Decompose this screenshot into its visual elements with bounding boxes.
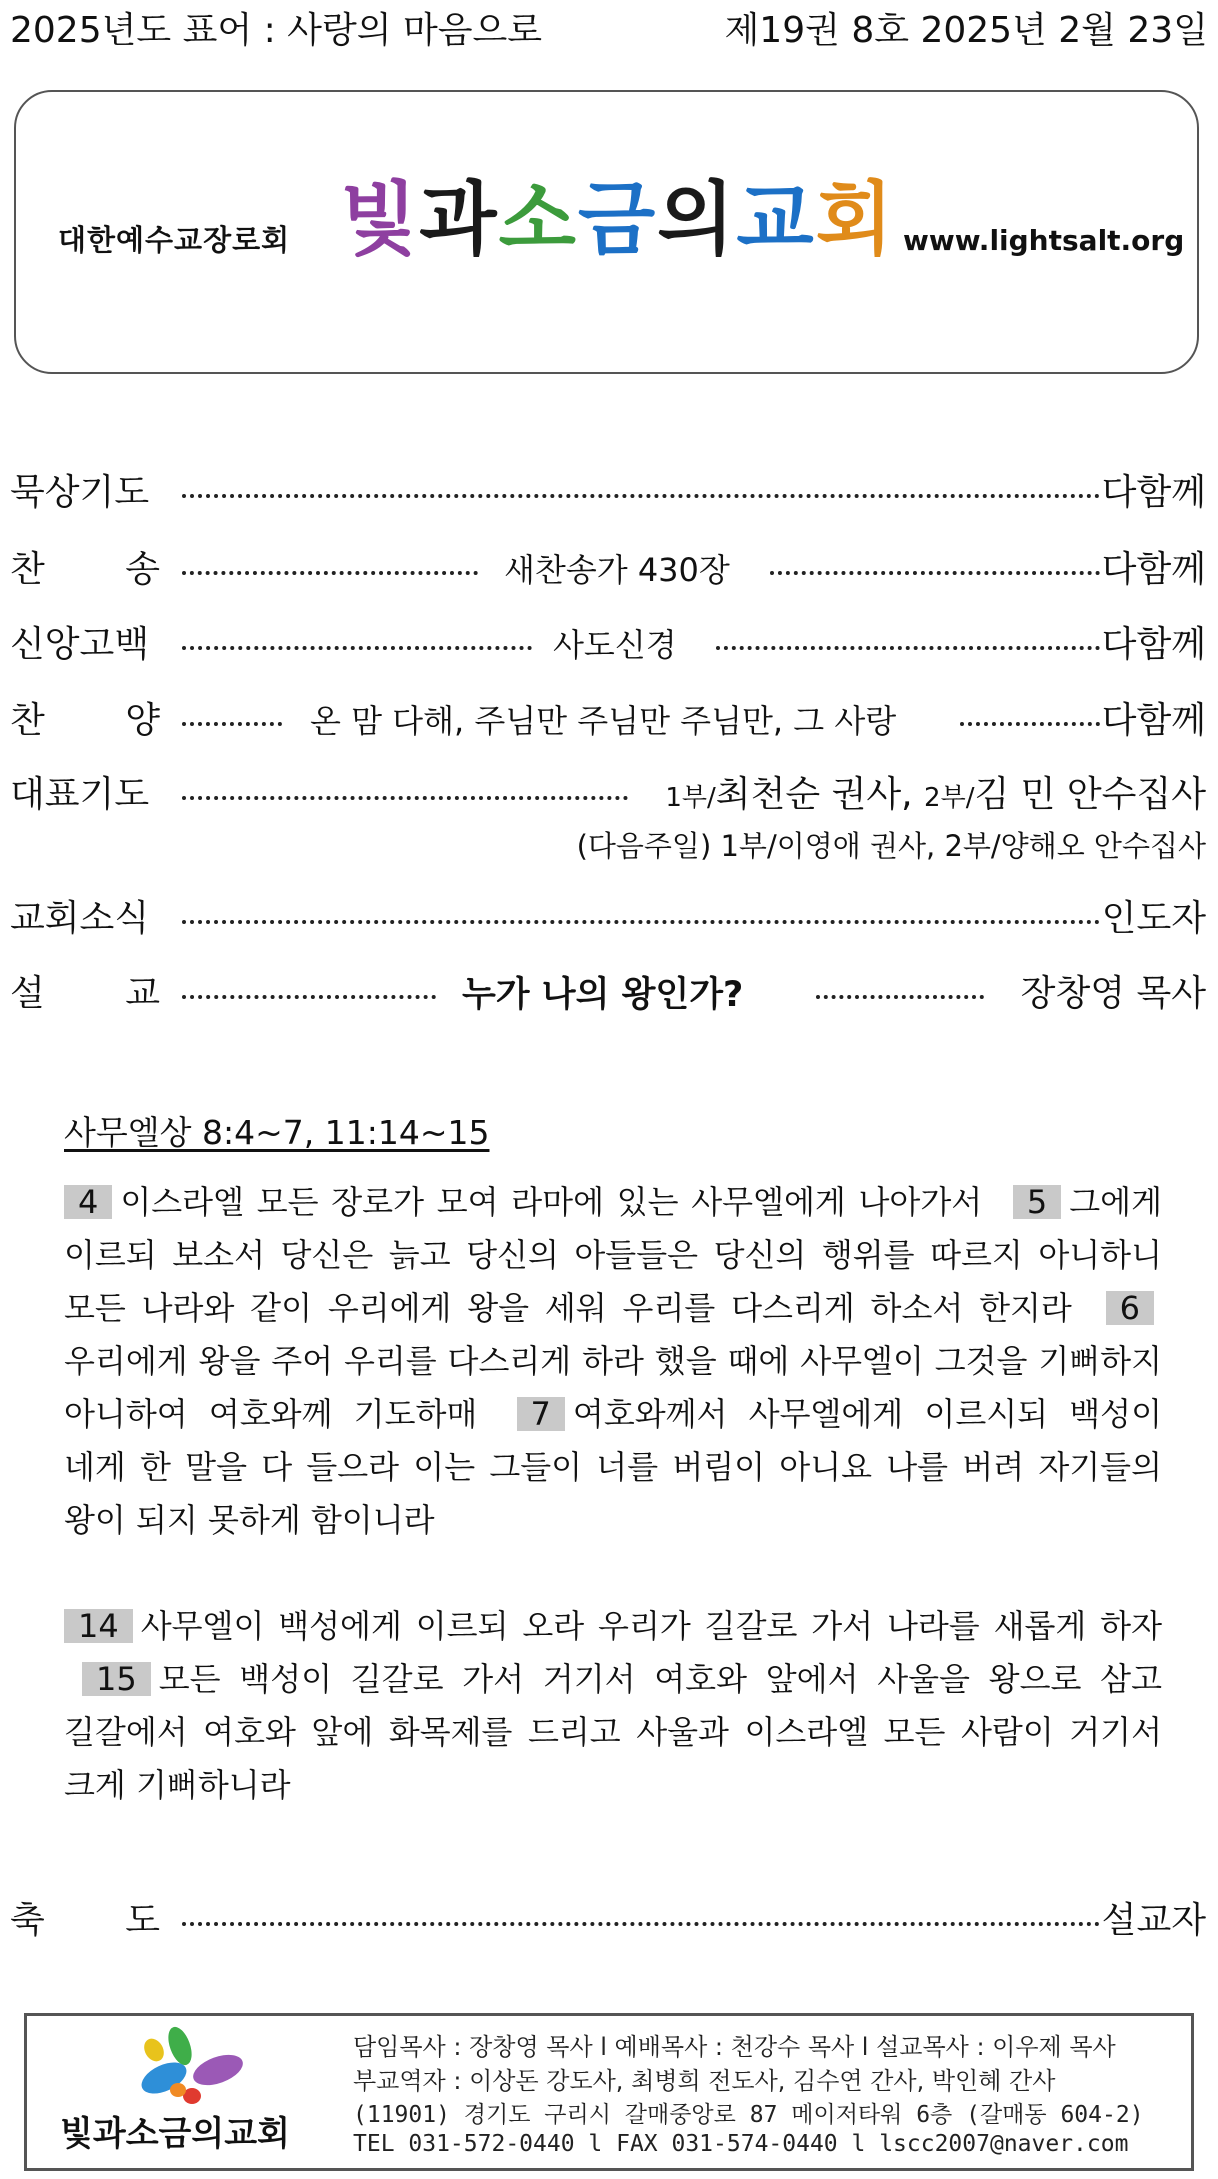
verse-text: 우리에게 왕을 주어 우리를 다스리게 하라 했을 때에 사무엘이 그것을 기뻐하지 아니하여 여호와께 기도하매: [64, 1342, 1162, 1433]
footer-church-name: 빛과소금의교회: [60, 2114, 290, 2154]
order-label: 축 도: [10, 1900, 160, 1941]
verse-number: 6: [1106, 1291, 1154, 1325]
leader-dots: [816, 995, 984, 999]
logo-char: 빛: [340, 173, 420, 266]
order-row-announcements: [10, 890, 1206, 942]
verse-text: 모든 백성이 길갈로 가서 거기서 여호와 앞에서 사울을 왕으로 삼고 길갈에서 여호와 앞에 화목제를 드리고 사울과 이스라엘 모든 사람이 거기서 크게 기뻐하니라: [64, 1660, 1162, 1804]
footer-staff: 부교역자 : 이상돈 강도사, 최병희 전도사, 김수연 간사, 박인혜 간사: [353, 2067, 1056, 2095]
order-leader: 인도자: [1101, 898, 1206, 939]
order-label: 묵상기도: [10, 472, 150, 513]
order-leader: 다함께: [1101, 472, 1206, 513]
logo-char: 과: [419, 173, 499, 266]
order-leader: 다함께: [1101, 700, 1206, 741]
verse-number: 14: [64, 1609, 133, 1643]
leader-dots: [182, 722, 282, 726]
order-row-creed: [10, 616, 1206, 668]
order-label: 교회소식: [10, 898, 150, 939]
leader-dots: [182, 796, 628, 800]
verse-number: 5: [1013, 1185, 1061, 1219]
logo-char: 의: [657, 173, 737, 266]
order-leader: 다함께: [1101, 624, 1206, 665]
footer-pastors: 담임목사 : 장창영 목사 l 예배목사 : 천강수 목사 l 설교목사 : 이우제 목사: [353, 2033, 1116, 2061]
order-label: 대표기도: [10, 774, 150, 815]
leader-dots: [960, 722, 1100, 726]
church-website-link[interactable]: www.lightsalt.org: [903, 224, 1185, 257]
footer-address: (11901) 경기도 구리시 갈매중앙로 87 메이저타워 6층 (갈매동 604-2): [353, 2102, 1144, 2128]
footer-contact: TEL 031-572-0440 l FAX 031-574-0440 l lscc2007@naver.com: [353, 2131, 1129, 2157]
church-logo-icon: [130, 2024, 254, 2106]
verse-text: 여호와께서 사무엘에게 이르시되 백성이 네게 한 말을 다 들으라 이는 그들이 너를 버림이 아니요 나를 버려 자기들의 왕이 되지 못하게 함이니라: [64, 1395, 1162, 1539]
order-row-hymn: [10, 541, 1206, 593]
leader-dots: [182, 646, 532, 650]
order-label: 신앙고백: [10, 624, 150, 665]
logo-char: 금: [577, 173, 658, 266]
order-label: 설 교: [10, 973, 160, 1014]
order-row-representative-prayer: [10, 766, 1206, 818]
bulletin-theme: 2025년도 표어 : 사랑의 마음으로: [10, 10, 543, 51]
order-leader: 장창영 목사: [1020, 973, 1206, 1014]
order-leader: 1부/최천순 권사, 2부/김 민 안수집사: [665, 774, 1206, 815]
leader-dots: [182, 571, 478, 575]
order-row-sermon: [10, 965, 1206, 1017]
order-content: 사도신경: [553, 626, 677, 664]
order-row-benediction: [10, 1892, 1206, 1944]
verse-text: 이스라엘 모든 장로가 모여 라마에 있는 사무엘에게 나아가서: [120, 1183, 983, 1221]
scripture-paragraph: [64, 1600, 1162, 1812]
leader-dots: [182, 995, 436, 999]
order-label: 찬 송: [10, 549, 160, 590]
church-name-logo: [340, 173, 895, 266]
next-week-prayer: (다음주일) 1부/이영애 권사, 2부/양해오 안수집사: [576, 829, 1206, 863]
sermon-title: 누가 나의 왕인가?: [462, 975, 744, 1015]
verse-number: 7: [517, 1397, 565, 1431]
order-content: 온 맘 다해, 주님만 주님만 주님만, 그 사랑: [310, 702, 897, 740]
logo-char: 교: [736, 173, 816, 266]
verse-text: 그에게 이르되 보소서 당신은 늙고 당신의 아들들은 당신의 행위를 따르지 아니하니 모든 나라와 같이 우리에게 왕을 세워 우리를 다스리게 하소서 한지라: [64, 1183, 1162, 1327]
leader-dots: [182, 1922, 1100, 1926]
order-leader: 다함께: [1101, 549, 1206, 590]
verse-number: 4: [64, 1185, 112, 1219]
leader-dots: [716, 646, 1100, 650]
leader-dots: [182, 920, 1100, 924]
verse-text: 사무엘이 백성에게 이르되 오라 우리가 길갈로 가서 나라를 새롭게 하자: [140, 1607, 1162, 1645]
scripture-paragraph: [64, 1176, 1162, 1547]
order-leader: 설교자: [1101, 1900, 1206, 1941]
leader-dots: [182, 494, 1100, 498]
logo-char: 회: [815, 173, 895, 266]
order-content: 새찬송가 430장: [504, 551, 730, 589]
order-row-silent-prayer: [10, 464, 1206, 516]
verse-number: 15: [82, 1662, 151, 1696]
issue-info: 제19권 8호 2025년 2월 23일: [724, 10, 1208, 51]
order-row-praise: [10, 692, 1206, 744]
denomination-label: 대한예수교장로회: [58, 223, 291, 257]
order-label: 찬 양: [10, 700, 160, 741]
leader-dots: [770, 571, 1100, 575]
logo-char: 소: [498, 173, 578, 266]
scripture-reference: 사무엘상 8:4~7, 11:14~15: [64, 1113, 490, 1152]
